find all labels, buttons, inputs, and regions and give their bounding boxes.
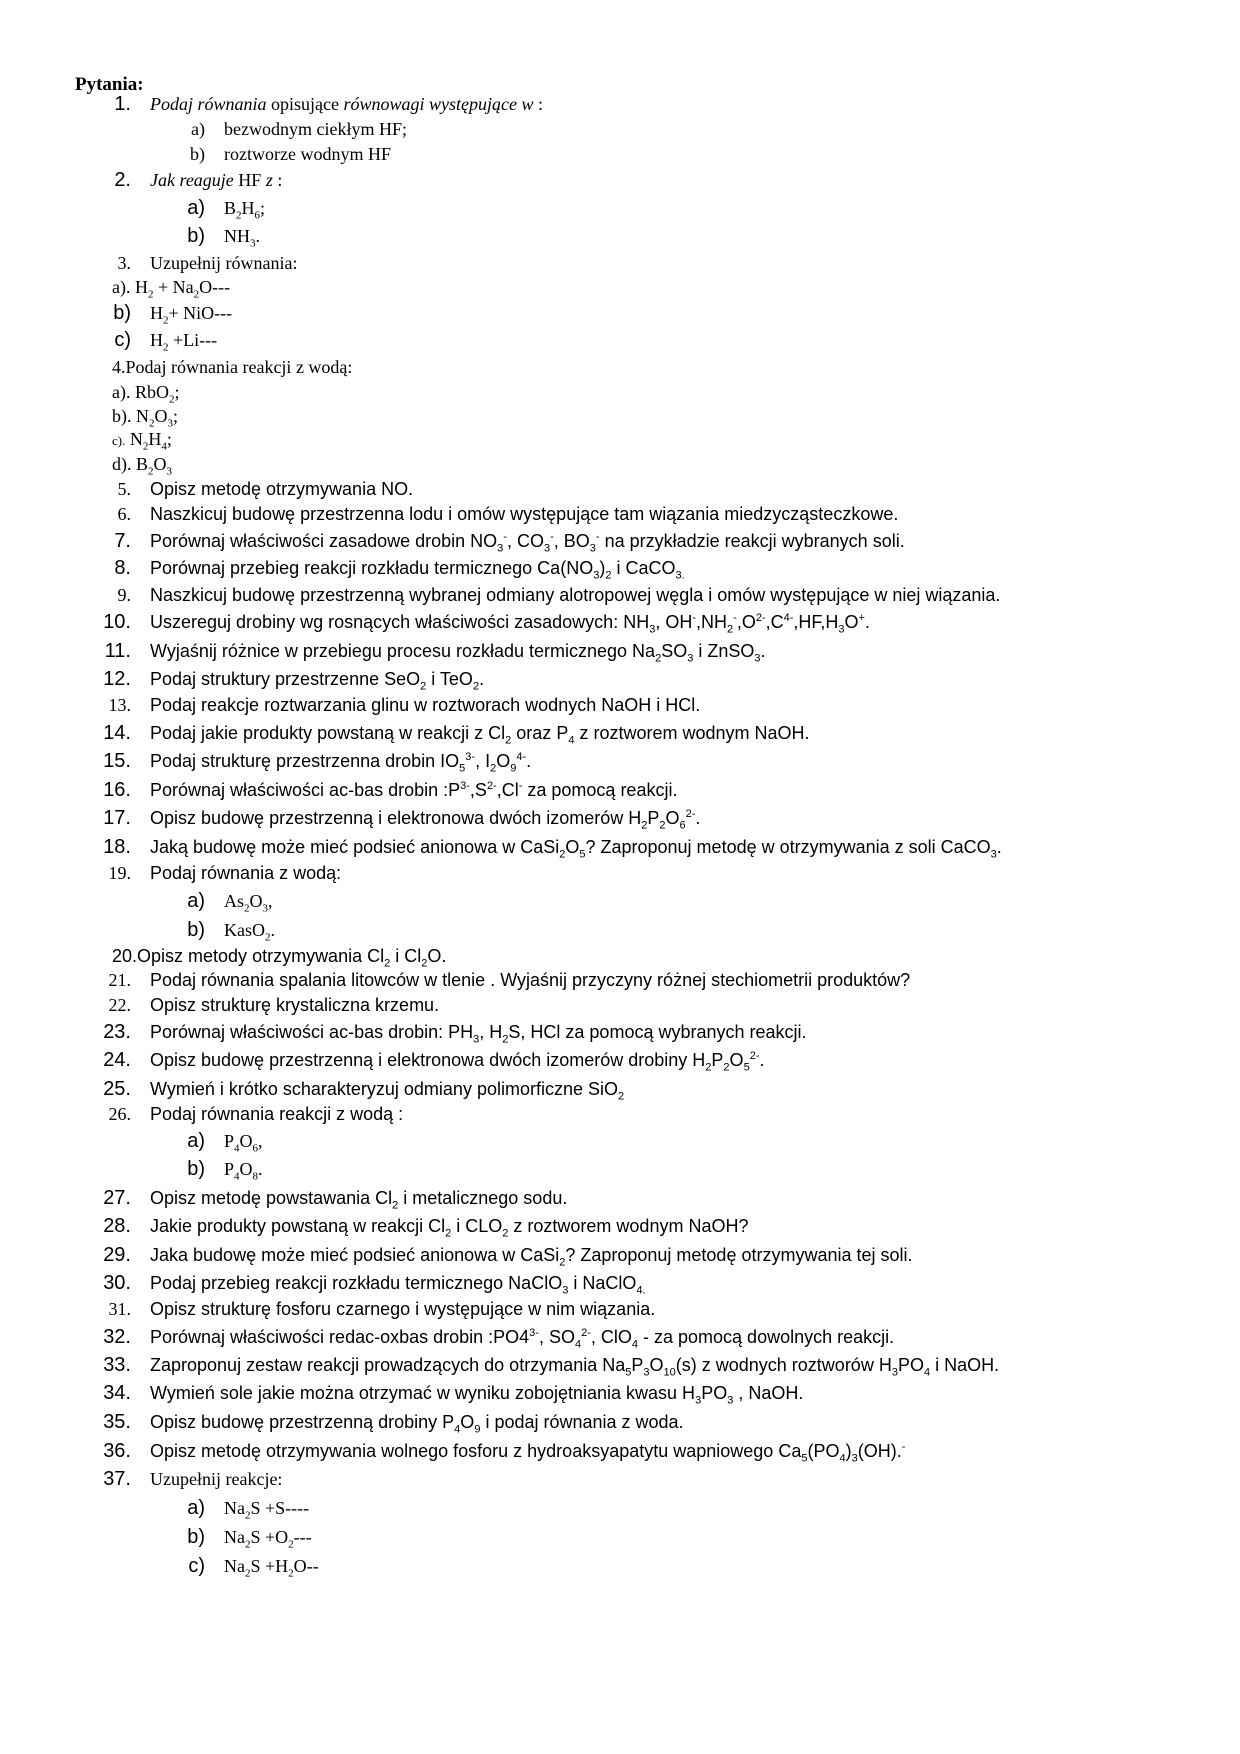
question-text: Porównaj właściwości ac-bas drobin $:P^{3-},S^{2-},Cl^-$ za pomocą reakcji. bbox=[150, 780, 678, 800]
question-text: a). RbO$_2$; bbox=[112, 382, 180, 406]
question-number: 21. bbox=[108, 970, 131, 990]
question-text: Porównaj przebieg reakcji rozkładu termicznego $Ca(NO_3)_2$ i CaCO$_{3.}$ bbox=[150, 558, 685, 582]
question-text: Wyjaśnij różnice w przebiegu procesu rozkładu termicznego $Na_2SO_3$ i ZnSO$_3$. bbox=[150, 641, 766, 665]
question-text: Podaj reakcje roztwarzania glinu w roztworach wodnych NaOH i HCl. bbox=[150, 695, 701, 715]
question-number: 13. bbox=[108, 695, 131, 715]
sub-item-marker: a) bbox=[187, 1130, 205, 1152]
question-text: Porównaj właściwości redac-oxbas drobin $:PO4^{3-}$, $SO_4^{2-}$, ClO$_4$ - za pomocą dowolnych reakcji. bbox=[150, 1327, 895, 1351]
question-number: 7. bbox=[114, 530, 131, 552]
question-number: 18. bbox=[103, 836, 131, 858]
page-heading: Pytania: bbox=[75, 74, 144, 95]
question-text: Opisz metodę powstawania $Cl_2$ i metalicznego sodu. bbox=[150, 1188, 568, 1212]
question-number: 35. bbox=[103, 1411, 131, 1433]
question-number: 17. bbox=[103, 807, 131, 829]
question-text: Jaka budowę może mieć podsieć anionowa w CaSi$_2$? Zaproponuj metodę otrzymywania tej soli. bbox=[150, 1245, 913, 1269]
question-text: $H_2+ NiO---$ bbox=[150, 303, 233, 327]
question-number: 23. bbox=[103, 1021, 131, 1043]
question-text: Wymień sole jakie można otrzymać w wyniku zobojętniania kwasu $H_3PO_3$ , NaOH. bbox=[150, 1383, 804, 1407]
question-text: Podaj równania opisujące równowagi występujące w : bbox=[150, 94, 544, 114]
question-text: c). $N_2H_4$; bbox=[112, 429, 172, 453]
question-text: Opisz budowę przestrzenną drobiny $P_4O_9$ i podaj równania z woda. bbox=[150, 1412, 684, 1436]
question-text: Podaj równania spalania litowców w tlenie . Wyjaśnij przyczyny różnej stechiometrii produktów? bbox=[150, 970, 911, 990]
question-text: Uszereguj drobiny wg rosnących właściwości zasadowych: $NH_3$, $OH^-,NH_2^-,O^{2-},C^{4-},HF,H_3O^+$. bbox=[150, 612, 870, 636]
sub-item-marker: c) bbox=[188, 1555, 205, 1577]
question-text: Opisz budowę przestrzenną i elektronowa dwóch izomerów drobiny $H_2P_2O_5^{2-}$. bbox=[150, 1050, 765, 1074]
sub-item-text: KasO$_2$. bbox=[224, 920, 275, 944]
sub-item-text: bezwodnym ciekłym HF; bbox=[224, 119, 407, 139]
question-number: 15. bbox=[103, 750, 131, 772]
question-text: Opisz budowę przestrzenną i elektronowa dwóch izomerów $H_2P_2O_6^{2-}$. bbox=[150, 808, 701, 832]
question-number: 33. bbox=[103, 1354, 131, 1376]
question-number: 37. bbox=[103, 1468, 131, 1490]
question-text: Zaproponuj zestaw reakcji prowadzących do otrzymania $Na_5P_3O_{10}(s)$ z wodnych roztworów $H_3PO_4$ i NaOH. bbox=[150, 1355, 1000, 1379]
question-text: Opisz metodę otrzymywania wolnego fosforu z hydroaksyapatytu wapniowego $Ca_5(PO_4)_3(OH).^-$ bbox=[150, 1441, 906, 1465]
question-number: 5. bbox=[117, 479, 131, 499]
question-number: 30. bbox=[103, 1272, 131, 1294]
question-number: 6. bbox=[117, 504, 131, 524]
question-text: Podaj struktury przestrzenne SeO$_2$ i TeO$_2$. bbox=[150, 669, 485, 693]
question-number: 26. bbox=[108, 1104, 131, 1124]
question-number: c) bbox=[114, 329, 131, 351]
sub-item-text: $B_2H_6$; bbox=[224, 198, 266, 222]
question-number: b) bbox=[113, 302, 131, 324]
question-number: 27. bbox=[103, 1187, 131, 1209]
question-number: 25. bbox=[103, 1078, 131, 1100]
question-number: 11. bbox=[104, 640, 131, 662]
question-number: 12. bbox=[103, 668, 131, 690]
question-number: 14. bbox=[103, 722, 131, 744]
question-number: 34. bbox=[103, 1382, 131, 1404]
sub-item-marker: a) bbox=[187, 890, 205, 912]
question-text: Podaj równania z wodą: bbox=[150, 863, 342, 883]
question-text: Podaj równania reakcji z wodą : bbox=[150, 1104, 404, 1124]
question-text: a). $H_2 + Na_2O---$ bbox=[112, 277, 231, 301]
sub-item-marker: b) bbox=[187, 225, 205, 247]
question-number: 32. bbox=[103, 1326, 131, 1348]
sub-item-marker: b) bbox=[187, 1526, 205, 1548]
question-text: 20.Opisz metody otrzymywania $Cl_2$ i $Cl_2O$. bbox=[112, 946, 447, 970]
question-text: d). $B_2O_3$ bbox=[112, 454, 172, 478]
question-number: 3. bbox=[117, 253, 131, 273]
question-number: 29. bbox=[103, 1244, 131, 1266]
question-text: Porównaj właściwości ac-bas drobin: $PH_3$, $H_2S$, HCl za pomocą wybranych reakcji. bbox=[150, 1022, 807, 1046]
sub-item-text: $Na_2S +O_2---$ bbox=[224, 1527, 312, 1551]
question-text: Naszkicuj budowę przestrzenną wybranej odmiany alotropowej węgla i omów występujące w niej wiązania. bbox=[150, 585, 1001, 605]
question-number: 28. bbox=[103, 1215, 131, 1237]
question-number: 22. bbox=[108, 995, 131, 1015]
sub-item-marker: b) bbox=[187, 1158, 205, 1180]
sub-item-text: roztworze wodnym HF bbox=[224, 144, 391, 164]
question-text: 4.Podaj równania reakcji z wodą: bbox=[112, 357, 353, 377]
question-text: Jaką budowę może mieć podsieć anionowa w $CaSi_2O_5$? Zaproponuj metodę w otrzymywania z soli CaCO$_3$. bbox=[150, 837, 1002, 861]
question-text: Jak reaguje HF z : bbox=[150, 170, 283, 190]
question-text: b). $N_2O_3$; bbox=[112, 406, 179, 430]
sub-item-marker: a) bbox=[191, 119, 205, 139]
question-text: Uzupełnij równania: bbox=[150, 253, 298, 273]
question-text: Opisz strukturę krystaliczna krzemu. bbox=[150, 995, 440, 1015]
question-text: Porównaj właściwości zasadowe drobin $NO_3^-$, $CO_3^-$, $BO_3^-$ na przykładzie reakcji wybranych soli. bbox=[150, 531, 905, 555]
sub-item-text: $As_2O_3$, bbox=[224, 891, 273, 915]
question-number: 19. bbox=[108, 863, 131, 883]
sub-item-text: $Na_2S +H_2O--$ bbox=[224, 1556, 319, 1580]
question-number: 1. bbox=[114, 93, 131, 115]
question-text: Podaj strukturę przestrzenna drobin $IO_5^{3-}$, $I_2O_9^{4-}$. bbox=[150, 751, 532, 775]
sub-item-text: $Na_2S +S----$ bbox=[224, 1498, 310, 1522]
question-text: Podaj jakie produkty powstaną w reakcji z $Cl_2$ oraz $P_4$ z roztworem wodnym NaOH. bbox=[150, 723, 810, 747]
question-number: 31. bbox=[108, 1299, 131, 1319]
question-number: 10. bbox=[103, 611, 131, 633]
question-number: 8. bbox=[114, 557, 131, 579]
question-text: Uzupełnij reakcje: bbox=[150, 1469, 283, 1489]
question-text: Opisz metodę otrzymywania NO. bbox=[150, 479, 414, 499]
question-text: Opisz strukturę fosforu czarnego i występujące w nim wiązania. bbox=[150, 1299, 656, 1319]
question-text: $H_2 +Li---$ bbox=[150, 330, 218, 354]
question-text: Wymień i krótko scharakteryzuj odmiany polimorficzne SiO$_2$ bbox=[150, 1079, 625, 1103]
question-number: 16. bbox=[103, 779, 131, 801]
question-text: Podaj przebieg reakcji rozkładu termicznego NaClO$_3$ i NaClO$_{4.}$ bbox=[150, 1273, 646, 1297]
question-text: Naszkicuj budowę przestrzenna lodu i omów występujące tam wiązania miedzycząsteczkowe. bbox=[150, 504, 899, 524]
question-number: 36. bbox=[103, 1440, 131, 1462]
sub-item-marker: a) bbox=[187, 1497, 205, 1519]
sub-item-marker: b) bbox=[190, 144, 205, 164]
sub-item-text: $P_4O_8$. bbox=[224, 1159, 263, 1183]
sub-item-marker: b) bbox=[187, 919, 205, 941]
question-number: 9. bbox=[117, 585, 131, 605]
sub-item-marker: a) bbox=[187, 197, 205, 219]
sub-item-text: $NH_3$. bbox=[224, 226, 260, 250]
question-number: 24. bbox=[103, 1049, 131, 1071]
question-number: 2. bbox=[114, 169, 131, 191]
question-text: Jakie produkty powstaną w reakcji $Cl_2$ i $CLO_2$ z roztworem wodnym NaOH? bbox=[150, 1216, 749, 1240]
sub-item-text: $P_4O_6$, bbox=[224, 1131, 263, 1155]
